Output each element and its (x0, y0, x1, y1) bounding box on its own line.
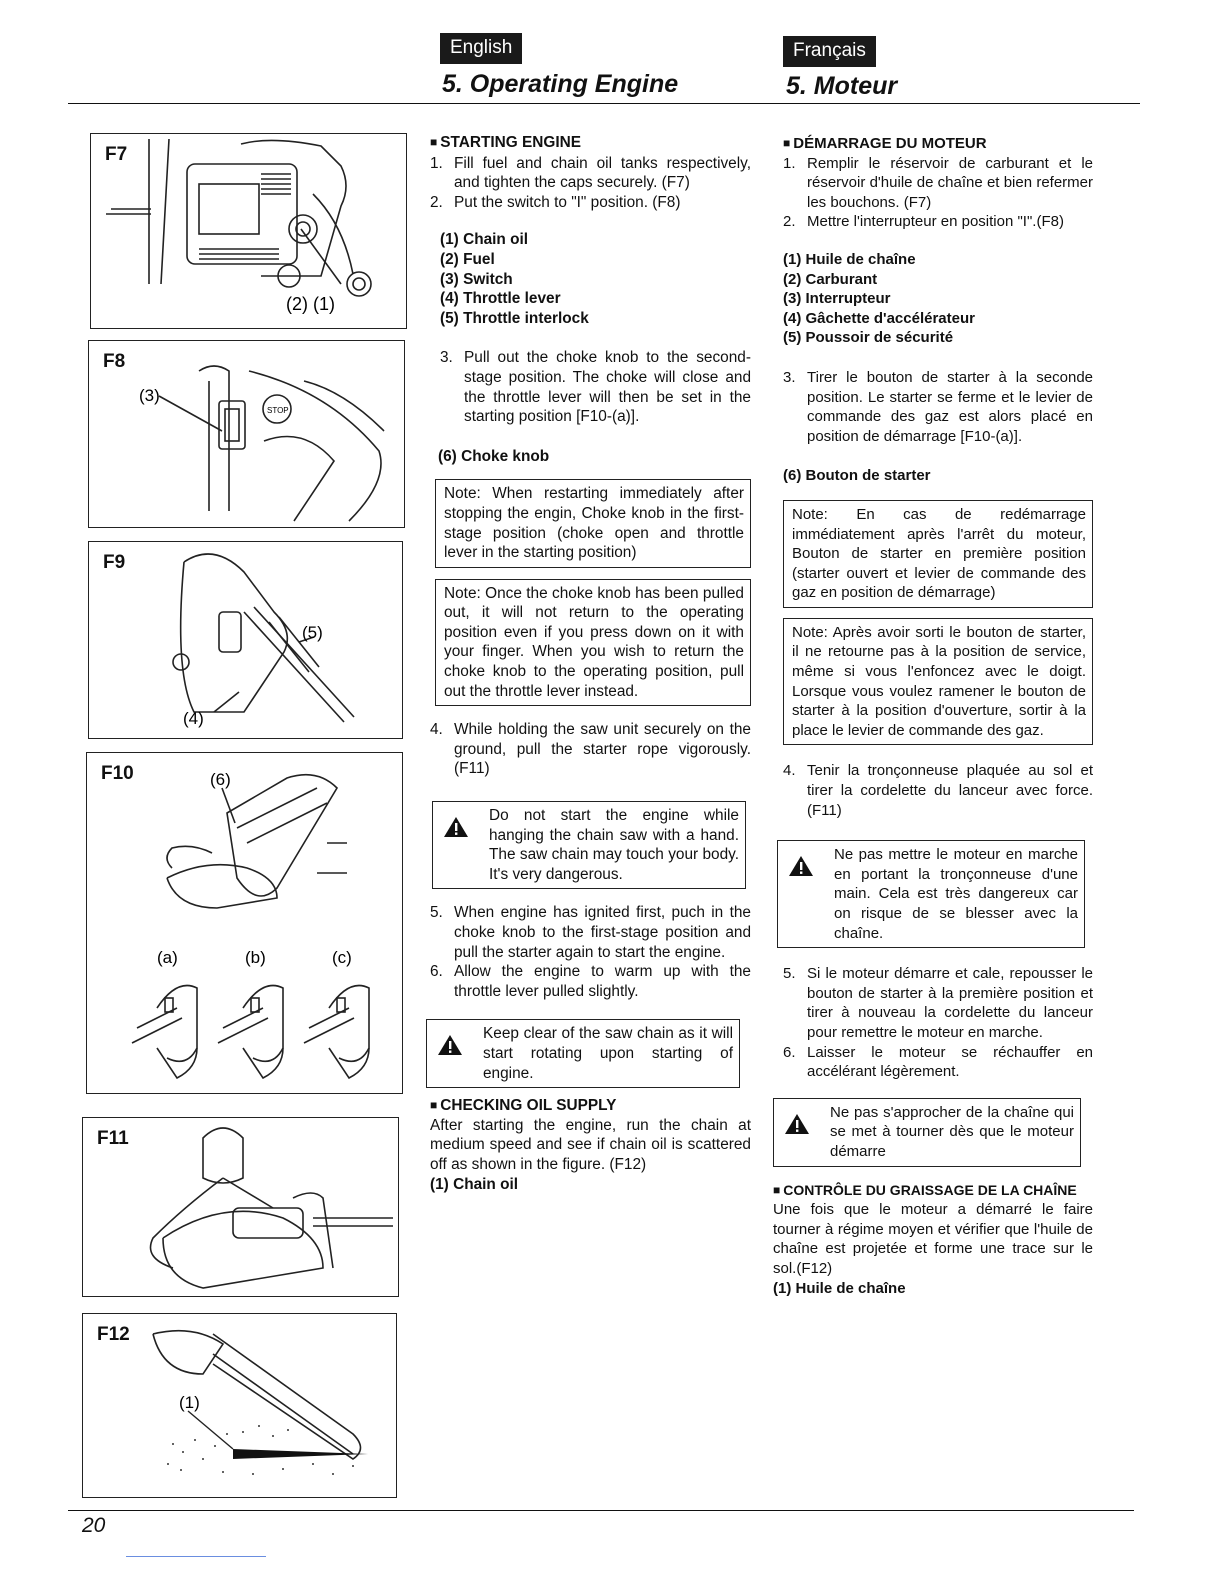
starting-step-3 (440, 348, 751, 426)
step-4: 4. Tenir la tronçonneuse plaquée au sol et tirer la cordelette du lanceur avec force. (F11) (783, 762, 1093, 819)
position-b-label: (b) (245, 948, 266, 967)
figure-callout: (6) (210, 770, 231, 789)
figure-f12 (82, 1313, 397, 1498)
starter-rope-pull-illustration (83, 1118, 398, 1296)
checking-oil-text: After starting the engine, run the chain at medium speed and see if chain oil is scattered off as shown in the figure. (F12) (430, 1116, 751, 1173)
warning-triangle-icon (437, 1034, 463, 1056)
figure-label: F9 (103, 552, 126, 573)
figure-callout-4: (4) (183, 709, 204, 728)
part-item: (2) Carburant (783, 270, 878, 288)
step-4: 4. While holding the saw unit securely on the ground, pull the starter rope vigorously. (F11) (430, 721, 751, 778)
demarrage-step-3 (783, 368, 1093, 446)
figure-label: F8 (103, 351, 126, 372)
chain-oil-part: (1) Huile de chaîne (773, 1279, 906, 1297)
hanging-saw-warning (777, 840, 1085, 948)
bouton-starter-part: (6) Bouton de starter (783, 467, 931, 485)
choke-return-note: Note: Once the choke knob has been pulled out, it will not return to the operating position even if you press down on it with your finger. When you wish to return the choke knob to the operating position, pull out the throttle lever instead. (435, 579, 751, 707)
figure-label: F11 (97, 1128, 129, 1149)
demarrage-steps-5-6 (783, 964, 1093, 1082)
saw-chain-rotation-warning (773, 1098, 1081, 1167)
restart-note: Note: When restarting immediately after stopping the engin, Choke knob in the first-stage position (choke open and throttle lever in the starting position) (435, 479, 751, 567)
chain-oil-part: (1) Chain oil (430, 1175, 519, 1193)
french-section-title: 5. Moteur (786, 72, 898, 100)
figure-f9 (88, 541, 403, 739)
step-3: 3. Tirer le bouton de starter à la seconde position. Le starter se ferme et le levier de commande des gaz est alors placé en position de démarrage [F10-(a)]. (783, 368, 1093, 445)
stop-label: STOP (267, 406, 289, 415)
restart-note: Note: En cas de redémarrage immédiatement après l'arrêt du moteur, Bouton de starter en première position (starter ouvert et levier de commande des gaz en position de démarrage) (783, 500, 1093, 608)
step-5: 5. Si le moteur démarre et cale, repousser le bouton de starter à la première position et tirer à nouveau la cordelette du lanceur pour remettre le moteur en marche. (783, 965, 1093, 1041)
figure-label: F12 (97, 1324, 130, 1345)
figure-label: F10 (101, 763, 134, 784)
warning-triangle-icon (784, 1113, 810, 1135)
part-item: (2) Fuel (440, 250, 495, 268)
page-number: 20 (82, 1514, 106, 1537)
step-1: 1. Fill fuel and chain oil tanks respectively, and tighten the caps securely. (F7) (430, 154, 751, 192)
french-column (773, 134, 1093, 1298)
part-item: (3) Switch (440, 270, 513, 288)
starting-steps-5-6 (430, 903, 751, 1001)
part-item: (5) Poussoir de sécurité (783, 329, 954, 347)
chainsaw-fuel-tanks-illustration (91, 134, 406, 328)
part-item: (4) Gâchette d'accélérateur (783, 309, 975, 327)
choke-knob-positions-illustration (87, 753, 402, 1093)
position-a-label: (a) (157, 948, 178, 967)
figure-callout: (3) (139, 386, 160, 405)
position-c-label: (c) (332, 948, 352, 967)
chain-oil-spray-illustration (83, 1314, 396, 1497)
scan-artifact-line (126, 1556, 266, 1557)
part-item: (3) Interrupteur (783, 290, 891, 308)
figure-f7 (90, 133, 407, 329)
step-5: 5. When engine has ignited first, puch in the choke knob to the first-stage position and pull the starter again to start the engine. (430, 904, 751, 961)
parts-list (783, 250, 1093, 348)
footer-rule (68, 1510, 1134, 1511)
warning-text: Do not start the engine while hanging the chain saw with a hand. The saw chain may touch your body. It's very dangerous. (489, 807, 739, 883)
step-2: 2. Mettre l'interrupteur en position "I".(F8) (783, 213, 1064, 231)
warning-text: Ne pas s'approcher de la chaîne qui se met à tourner dès que le moteur démarre (830, 1103, 1074, 1160)
warning-text: Ne pas mettre le moteur en marche en portant la tronçonneuse d'une main. Cela est très dangereux car on risque de se blesser avec la chaîne. (834, 846, 1078, 942)
part-item: (5) Throttle interlock (440, 309, 589, 327)
warning-text: Keep clear of the saw chain as it will start rotating upon starting of engine. (483, 1025, 733, 1082)
step-6: 6. Allow the engine to warm up with the throttle lever pulled slightly. (430, 963, 751, 1000)
figure-f10 (86, 752, 403, 1094)
starting-step-4 (430, 720, 751, 779)
figure-callout-5: (5) (302, 623, 323, 642)
demarrage-heading: ■ DÉMARRAGE DU MOTEUR (783, 134, 1093, 154)
controle-graissage-text: Une fois que le moteur a démarré le faire tourner à régime moyen et vérifier que l'huile de chaîne est projetée et forme une trace sur le sol.(F12) (773, 1201, 1093, 1277)
demarrage-step-4 (783, 761, 1093, 820)
warning-triangle-icon (443, 816, 469, 838)
stop-switch-illustration (89, 341, 404, 527)
english-section-title: 5. Operating Engine (442, 70, 679, 98)
step-3: 3. Pull out the choke knob to the second-stage position. The choke will close and the throttle lever will then be set in the starting position [F10-(a)]. (440, 349, 751, 426)
choke-return-note: Note: Après avoir sorti le bouton de starter, il ne retourne pas à la position de service, même si vous l'enfoncez avec le doigt. Lorsque vous voulez ramener le bouton de starter à la position d'ouverture, sortir à la place le levier de commande des gaz. (783, 618, 1093, 746)
saw-chain-rotation-warning (426, 1019, 740, 1088)
figure-callout: (1) (179, 1393, 200, 1412)
checking-oil-heading: ■ CHECKING OIL SUPPLY (430, 1096, 751, 1116)
controle-graissage-heading: ■ CONTRÔLE DU GRAISSAGE DE LA CHAÎNE (773, 1181, 1093, 1201)
warning-triangle-icon (788, 855, 814, 877)
english-column (430, 133, 751, 1194)
part-item: (1) Chain oil (440, 231, 529, 249)
french-tab: Français (783, 36, 876, 67)
step-6: 6. Laisser le moteur se réchauffer en accélérant légèrement. (783, 1043, 1093, 1081)
figure-f8 (88, 340, 405, 528)
english-tab: English (440, 33, 522, 64)
parts-list (440, 230, 751, 328)
choke-knob-part: (6) Choke knob (438, 447, 550, 465)
figure-f11 (82, 1117, 399, 1297)
demarrage-steps-1-2 (783, 154, 1093, 232)
part-item: (1) Huile de chaîne (783, 250, 916, 268)
part-item: (4) Throttle lever (440, 290, 561, 308)
starting-engine-heading: ■ STARTING ENGINE (430, 133, 751, 153)
step-1: 1. Remplir le réservoir de carburant et le réservoir d'huile de chaîne et bien refermer les bouchons. (F7) (783, 154, 1093, 211)
step-2: 2. Put the switch to "I" position. (F8) (430, 193, 681, 211)
figure-callout: (2) (1) (286, 294, 335, 314)
starting-steps-1-2 (430, 154, 751, 213)
throttle-interlock-illustration (89, 542, 402, 738)
hanging-saw-warning (432, 801, 746, 889)
figure-label: F7 (105, 144, 128, 165)
header-rule (68, 103, 1140, 104)
